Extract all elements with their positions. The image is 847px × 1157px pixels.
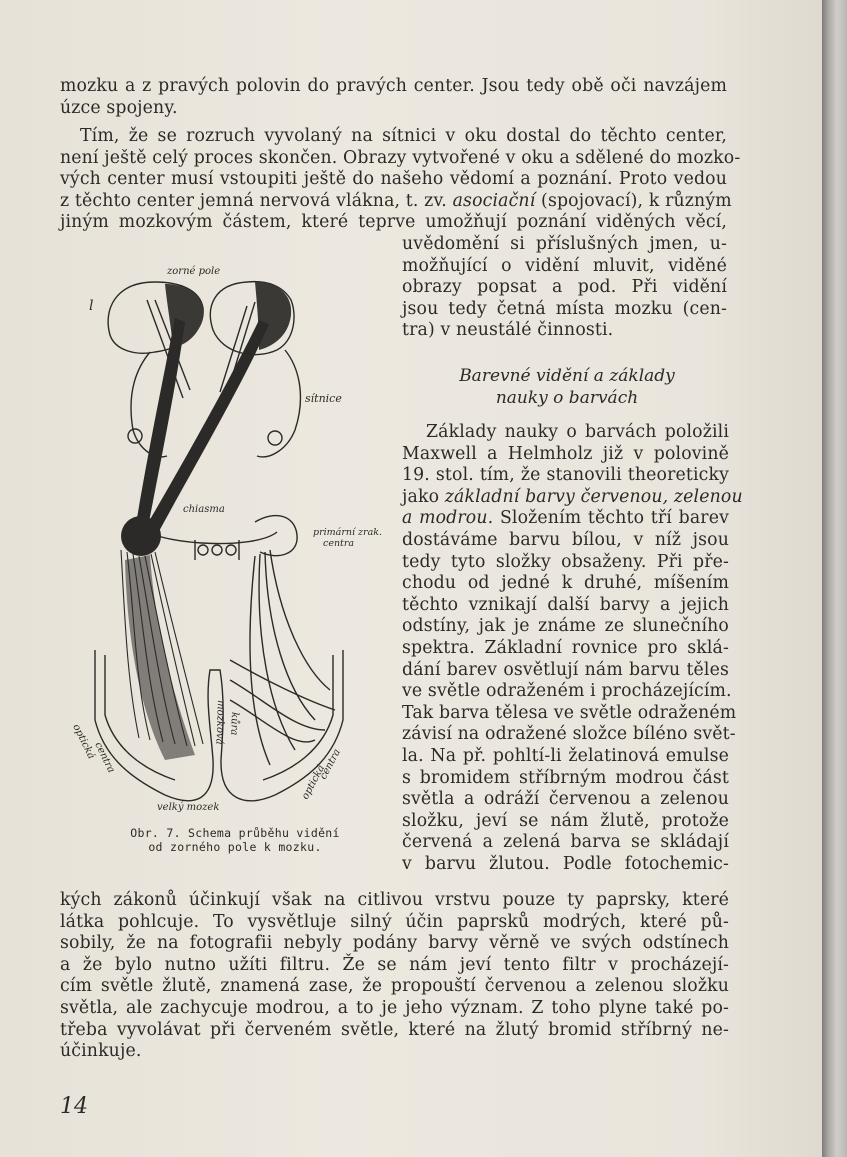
emphasis-text: a modrou. [402, 508, 494, 529]
text-line: cím světle žlutě, znamená zase, že propouští červenou a zelenou složku [60, 976, 729, 997]
text-line: vých center musí vstoupiti ještě do našeho vědomí a poznání. Proto vedou [60, 169, 727, 190]
text-line: tedy tyto složky obsaženy. Při pře- [402, 551, 729, 572]
label-primary-2: centra [323, 538, 355, 549]
text-segment: (spojovací), k různým [541, 190, 732, 211]
paragraph-second [60, 126, 741, 234]
label-chiasm: chiasma [183, 504, 225, 515]
figure-caption [95, 826, 375, 854]
label-brain: velký mozek [157, 802, 220, 813]
right-node [268, 431, 282, 445]
centre-node-3 [226, 545, 236, 555]
label-optic-left-1: optická [70, 722, 97, 761]
label-optic-right-2: centra [317, 747, 344, 782]
text-line: úzce spojeny. [60, 97, 178, 118]
text-line: Tak barva tělesa ve světle odraženém [402, 702, 737, 723]
section-heading [402, 366, 732, 409]
page-edge [822, 0, 847, 1157]
label-field: zorné pole [167, 266, 221, 277]
label-cortex-1: mozková [213, 699, 226, 745]
paragraph-top [60, 76, 727, 119]
emphasis-text: základní barvy červenou, zelenou [444, 486, 743, 507]
text-line [402, 508, 729, 530]
text-line: třeba vyvolávat při červeném světle, které na žlutý bromid stříbrný ne- [60, 1019, 729, 1040]
right-retina [257, 350, 300, 457]
geniculate-node [121, 516, 161, 556]
optic-tract-left [135, 318, 185, 532]
left-field-dark [165, 284, 203, 348]
text-line: jsou tedy četná místa mozku (cen- [402, 298, 727, 319]
label-optic-right-1: optická [299, 763, 328, 802]
text-line: Maxwell a Helmholz již v polovině [402, 443, 729, 464]
label-retina: sítnice [305, 392, 342, 405]
text-line: ve světle odraženém i procházejícím. [402, 681, 732, 702]
text-line: jiným mozkovým částem, které teprve umožňují poznání viděných věcí, [60, 212, 727, 233]
text-line: Tím, že se rozruch vyvolaný na sítnici v oku dostal do těchto center, [80, 126, 727, 146]
text-line: světla a odráží červenou a zelenou [402, 789, 729, 810]
text-line: mozku a z pravých polovin do pravých center. Jsou tedy obě oči navzájem [60, 76, 727, 96]
text-line: složku, jeví se nám žlutě, protože [402, 810, 729, 831]
centre-node-2 [212, 545, 222, 555]
centre-node-1 [198, 545, 208, 555]
fibre-x2 [230, 700, 315, 742]
paragraph-right [402, 234, 727, 342]
text-line: kých zákonů účinkují však na citlivou vrstvu pouze ty paprsky, které [60, 890, 729, 910]
fibre-x3 [230, 660, 335, 710]
label-cortex-2: kůra [228, 711, 240, 736]
text-line: není ještě celý proces skončen. Obrazy vytvořené v oku a sdělené do mozko- [60, 147, 741, 168]
radiation-mass [125, 555, 195, 760]
paragraph-colors [402, 422, 743, 875]
text-line: chodu od jedné k druhé, míšením [402, 573, 729, 594]
text-line [60, 190, 732, 213]
text-line: a že bylo nutno užíti filtru. Že se nám jeví tento filtr v procházejí- [60, 954, 729, 975]
fibre-r3 [259, 554, 295, 750]
text-line: látka pohlcuje. To vysvětluje silný účin paprsků modrých, které pů- [60, 911, 729, 932]
text-line: spektra. Základní rovnice pro sklá- [402, 637, 729, 658]
text-line: obrazy popsat a pod. Při vidění [402, 277, 727, 298]
label-optic-left-2: centra [92, 740, 117, 775]
text-line: s bromidem stříbrným modrou část [402, 767, 729, 788]
text-line: červená a zelená barva se skládají [402, 832, 729, 853]
text-segment: jako [402, 486, 440, 507]
text-line: sobily, že na fotografii nebyly podány barvy věrně ve svých odstínech [60, 933, 729, 954]
page-number: 14 [60, 1094, 88, 1119]
text-segment: z těchto center jemná nervová vlákna, t. zv. [60, 190, 447, 211]
text-line: závisí na odražené složce bíléno svět- [402, 724, 736, 745]
center-loop [145, 530, 277, 544]
emphasis-text: asociační [452, 190, 536, 211]
fibre-x1 [230, 680, 325, 730]
text-line: dostáváme barvu bílou, v níž jsou [402, 529, 729, 550]
text-line [402, 486, 743, 509]
text-line: světla, ale zachycuje modrou, a to je jeho význam. Z toho plyne také po- [60, 997, 729, 1018]
text-line: možňující o vidění mluvit, viděné [402, 255, 727, 276]
text-line: v barvu žlutou. Podle fotochemic- [402, 853, 729, 874]
heading-line: Barevné vidění a základy [459, 366, 675, 386]
text-line: uvědomění si příslušných jmen, u- [402, 234, 727, 254]
primary-center-right [255, 516, 297, 556]
text-segment: Složením těchto tří barev [499, 508, 729, 529]
visual-pathway-figure [55, 260, 385, 820]
text-line: Základy nauky o barvách položili [426, 422, 729, 442]
fibre-r1 [270, 550, 330, 690]
text-line: účinkuje. [60, 1041, 142, 1062]
text-line: tra) v neustálé činnosti. [402, 320, 614, 341]
text-line: la. Na př. pohltí-li želatinová emulse [402, 745, 729, 766]
caption-line: od zorného pole k mozku. [148, 840, 322, 854]
text-line: 19. stol. tím, že stanovili theoreticky [402, 465, 729, 486]
text-line: odstíny, jak je známe ze slunečního [402, 616, 729, 637]
paragraph-bottom [60, 890, 729, 1063]
heading-line: nauky o barvách [495, 387, 639, 408]
caption-line: Obr. 7. Schema průběhu vidění [130, 826, 340, 840]
label-primary-1: primární zrak. [313, 527, 383, 538]
text-line: dání barev osvětlují nám barvu těles [402, 659, 729, 680]
text-line: těchto vznikají další barvy a jejich [402, 594, 729, 615]
label-left: l [89, 298, 94, 314]
